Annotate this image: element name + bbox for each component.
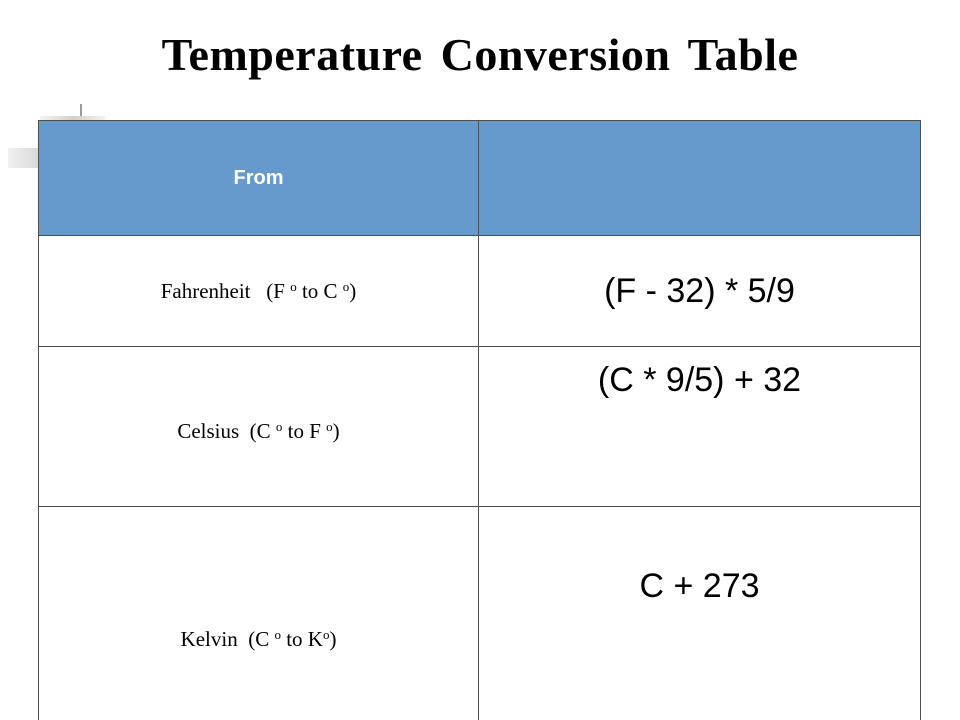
table-row (39, 236, 921, 347)
degree-symbol: o (274, 626, 281, 642)
unit-close: ) (332, 419, 340, 443)
scale-name: Fahrenheit (160, 278, 251, 303)
conversion-from-cell (39, 507, 479, 720)
table-header-row (39, 121, 921, 236)
unit-open: (C (249, 419, 271, 443)
unit-direction (250, 419, 340, 443)
degree-symbol: o (275, 419, 283, 434)
unit-open: (C (248, 626, 270, 651)
table-row (39, 507, 921, 720)
unit-mid: to F (287, 419, 321, 443)
page-title: Temperature Conversion Table (161, 29, 799, 80)
unit-direction (248, 627, 336, 651)
formula-cell: C + 273 (479, 507, 921, 720)
unit-mid: to K (286, 626, 323, 651)
unit-mid: to C (301, 278, 338, 303)
unit-open: (F (266, 278, 285, 303)
degree-symbol: o (342, 278, 350, 294)
decorative-bar (8, 148, 42, 168)
degree-symbol: o (322, 626, 330, 642)
unit-close: ) (329, 626, 337, 651)
scale-name: Kelvin (180, 626, 238, 651)
conversion-from-cell (39, 236, 479, 347)
unit-direction (266, 279, 356, 303)
formula-cell: (F - 32) * 5/9 (479, 236, 921, 347)
conversion-from-cell (39, 347, 479, 507)
formula-cell: (C * 9/5) + 32 (479, 347, 921, 507)
unit-close: ) (349, 278, 357, 303)
scale-name: Celsius (177, 419, 240, 443)
conversion-table (38, 120, 921, 720)
header-from: From (39, 121, 479, 236)
header-formula (479, 121, 921, 236)
degree-symbol: o (326, 419, 333, 434)
table-row (39, 347, 921, 507)
degree-symbol: o (290, 278, 297, 294)
